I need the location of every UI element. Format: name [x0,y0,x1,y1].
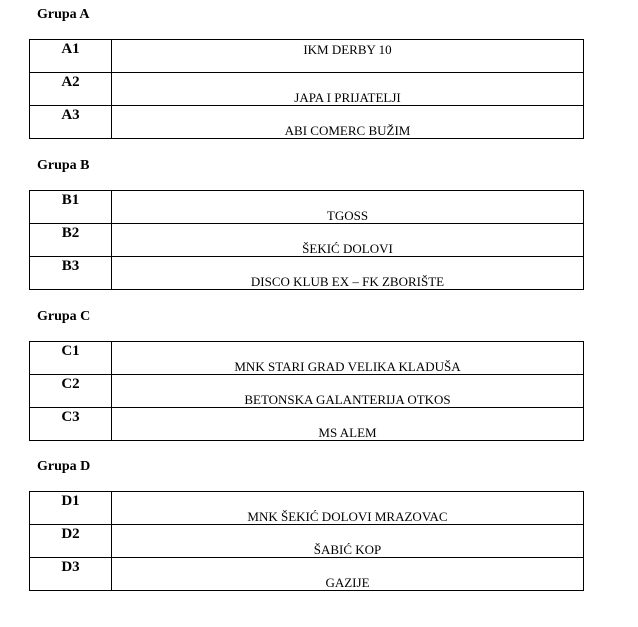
team-name: TGOSS [326,208,369,223]
team-cell [112,375,584,408]
team-name: MNK STARI GRAD VELIKA KLADUŠA [234,359,461,374]
group-c-table [29,341,584,441]
slot-code [30,558,112,591]
team-name: ABI COMERC BUŽIM [284,123,411,138]
team-cell [112,73,584,106]
team-name: ŠABIĆ KOP [313,542,382,557]
team-name: ŠEKIĆ DOLOVI [302,241,393,256]
group-c-title: Grupa C [37,309,91,324]
team-cell [112,257,584,290]
group-d-title: Grupa D [37,459,91,474]
slot-code [30,73,112,106]
slot-code-label: D2 [61,526,80,542]
team-cell [112,558,584,591]
team-name: MNK ŠEKIĆ DOLOVI MRAZOVAC [247,509,448,524]
team-name: JAPA I PRIJATELJI [294,90,401,105]
table-row [30,525,584,558]
group-b-table [29,190,584,290]
team-name: MS ALEM [318,425,377,440]
slot-code [30,257,112,290]
slot-code [30,342,112,375]
table-row [30,492,584,525]
table-row [30,73,584,106]
table-row [30,558,584,591]
slot-code-label: C3 [61,409,80,425]
table-row [30,106,584,139]
team-name: BETONSKA GALANTERIJA OTKOS [244,392,451,407]
slot-code [30,191,112,224]
team-cell [112,342,584,375]
slot-code [30,492,112,525]
team-cell [112,492,584,525]
group-d-table [29,491,584,591]
slot-code [30,40,112,73]
team-cell [112,224,584,257]
team-name: DISCO KLUB EX – FK ZBORIŠTE [250,274,445,289]
slot-code [30,408,112,441]
team-name: IKM DERBY 10 [303,42,392,57]
group-b-title: Grupa B [37,158,90,173]
slot-code [30,375,112,408]
team-cell [112,525,584,558]
slot-code [30,224,112,257]
team-cell [112,191,584,224]
team-name: GAZIJE [325,575,370,590]
slot-code-label: D3 [61,559,80,575]
slot-code [30,525,112,558]
slot-code-label: A2 [61,74,80,90]
team-cell [112,408,584,441]
team-cell [112,40,584,73]
slot-code-label: A3 [61,107,80,123]
table-row [30,408,584,441]
table-row [30,191,584,224]
team-cell [112,106,584,139]
slot-code-label: B3 [61,258,80,274]
slot-code-label: B2 [61,225,80,241]
slot-code-label: C2 [61,376,80,392]
table-row [30,40,584,73]
group-a-table [29,39,584,139]
table-row [30,375,584,408]
group-a-title: Grupa A [37,7,90,22]
slot-code-label: C1 [61,343,80,359]
slot-code-label: D1 [61,493,80,509]
slot-code-label: A1 [61,41,80,57]
table-row [30,342,584,375]
table-row [30,257,584,290]
slot-code-label: B1 [61,192,80,208]
table-row [30,224,584,257]
slot-code [30,106,112,139]
